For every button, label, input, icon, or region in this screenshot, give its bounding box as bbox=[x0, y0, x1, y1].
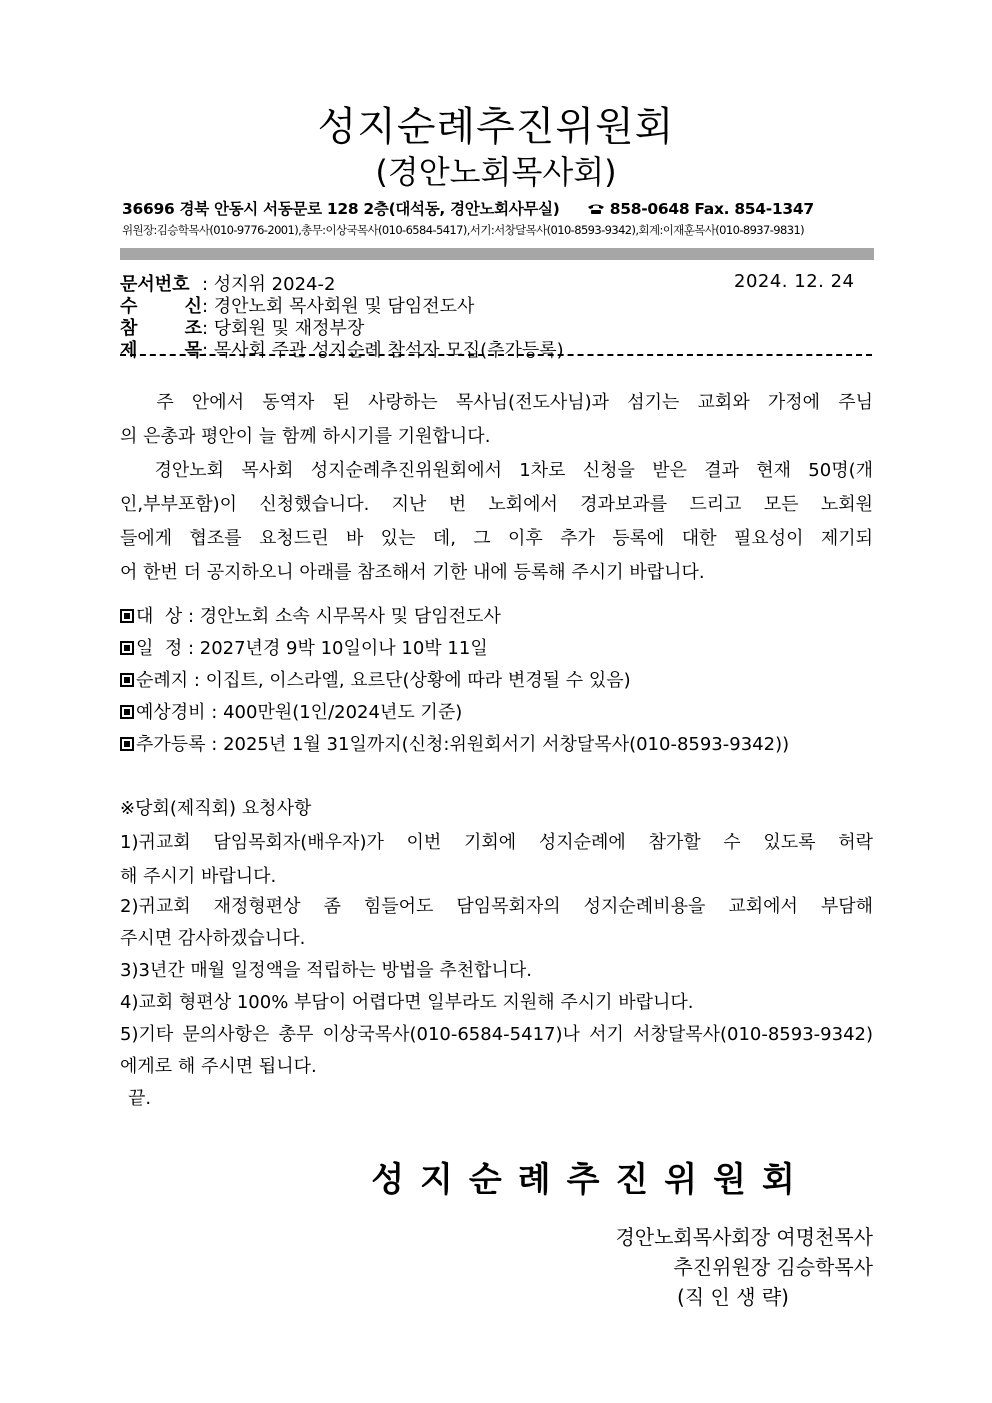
detail-label: 대 상 bbox=[136, 606, 183, 627]
seal-omitted-note: (직 인 생 략) bbox=[677, 1285, 789, 1309]
document-subtitle: (경안노회목사회) bbox=[375, 153, 617, 191]
request-line: 5)기타 문의사항은 총무 이상국목사(010-6584-5417)나 서기 서창달목사(010-8593-9342) bbox=[120, 1024, 873, 1045]
detail-value: : 2027년경 9박 10일이나 10박 11일 bbox=[182, 638, 488, 659]
end-mark: 끝. bbox=[128, 1088, 152, 1109]
detail-cost bbox=[120, 698, 462, 724]
detail-label: 추가등록 bbox=[136, 734, 206, 755]
detail-label: 일 정 bbox=[136, 638, 183, 659]
square-bullet-icon bbox=[120, 673, 134, 687]
paragraph-line: 경안노회 목사회 성지순례추진위원회에서 1차로 신청을 받은 결과 현재 50명(개 bbox=[120, 460, 873, 481]
committee-contacts: 위원장:김승학목사(010-9776-2001),총무:이상국목사(010-6584-5417),서기:서창달목사(010-8593-9342),회계:이재훈목사(010-8937-9831) bbox=[122, 223, 805, 237]
subject-row bbox=[120, 336, 564, 362]
document-date: 2024. 12. 24 bbox=[734, 271, 855, 292]
request-line: 1)귀교회 담임목회자(배우자)가 이번 기회에 성지순례에 참가할 수 있도록 허락 bbox=[120, 832, 873, 853]
requests-heading: ※당회(제직회) 요청사항 bbox=[120, 798, 312, 819]
dashed-divider bbox=[120, 354, 872, 356]
greeting-paragraph bbox=[120, 386, 873, 454]
detail-value: : 경안노회 소속 시무목사 및 담임전도사 bbox=[182, 606, 501, 627]
paragraph-line: 들에게 협조를 요청드린 바 있는 데, 그 이후 추가 등록에 대한 필요성이 제기되 bbox=[120, 528, 873, 549]
detail-value: : 2025년 1월 31일까지(신청:위원회서기 서창달목사(010-8593-9342)) bbox=[205, 734, 790, 755]
subject: : 목사회 주관 성지순례 참석자 모집(추가등록) bbox=[202, 340, 564, 361]
reference-label: 참 조 bbox=[120, 318, 202, 339]
document-title: 성지순례추진위원회 bbox=[317, 104, 675, 150]
signature-organization: 성지순례추진위원회 bbox=[371, 1160, 811, 1200]
request-line: 4)교회 형편상 100% 부담이 어렵다면 일부라도 지원해 주시기 바랍니다. bbox=[120, 992, 694, 1013]
request-line: 주시면 감사하겠습니다. bbox=[120, 928, 306, 949]
detail-label: 예상경비 bbox=[136, 702, 206, 723]
square-bullet-icon bbox=[120, 641, 134, 655]
detail-schedule bbox=[120, 634, 488, 660]
detail-registration bbox=[120, 730, 789, 756]
detail-destinations bbox=[120, 666, 631, 692]
request-line: 3)3년간 매월 일정액을 적립하는 방법을 추천합니다. bbox=[120, 960, 533, 981]
signature-line-1: 경안노회목사회장 여명천목사 bbox=[615, 1225, 873, 1249]
doc-number-label: 문서번호 bbox=[120, 274, 190, 295]
announcement-paragraph bbox=[120, 454, 873, 590]
request-line: 해 주시기 바랍니다. bbox=[120, 866, 277, 887]
paragraph-line: 주 안에서 동역자 된 사랑하는 목사님(전도사님)과 섬기는 교회와 가정에 주님 bbox=[120, 392, 873, 413]
detail-value: : 이집트, 이스라엘, 요르단(상황에 따라 변경될 수 있음) bbox=[188, 670, 631, 691]
recipient-label: 수 신 bbox=[120, 296, 202, 317]
telephone-icon bbox=[587, 203, 605, 215]
phone-fax bbox=[587, 200, 814, 218]
reference: : 당회원 및 재정부장 bbox=[202, 318, 365, 339]
paragraph-line: 인,부부포함)이 신청했습니다. 지난 번 노회에서 경과보과를 드리고 모든 노회원 bbox=[120, 494, 873, 515]
header-divider bbox=[120, 248, 874, 260]
signature-line-2: 추진위원장 김승학목사 bbox=[673, 1255, 873, 1279]
paragraph-line: 의 은총과 평안이 늘 함께 하시기를 기원합니다. bbox=[120, 426, 491, 447]
phone-number: 858-0648 Fax. 854-1347 bbox=[609, 200, 814, 218]
address-line bbox=[122, 197, 814, 219]
square-bullet-icon bbox=[120, 609, 134, 623]
request-line: 2)귀교회 재정형편상 좀 힘들어도 담임목회자의 성지순례비용을 교회에서 부담해 bbox=[120, 896, 873, 917]
square-bullet-icon bbox=[120, 737, 134, 751]
doc-number: : 성지위 2024-2 bbox=[202, 274, 336, 295]
detail-target bbox=[120, 602, 501, 628]
address: 36696 경북 안동시 서동문로 128 2층(대석동, 경안노회사무실) bbox=[122, 200, 560, 218]
detail-value: : 400만원(1인/2024년도 기준) bbox=[205, 702, 463, 723]
subject-label: 제 목 bbox=[120, 340, 202, 361]
detail-label: 순례지 bbox=[136, 670, 189, 691]
recipient: : 경안노회 목사회원 및 담임전도사 bbox=[202, 296, 475, 317]
square-bullet-icon bbox=[120, 705, 134, 719]
paragraph-line: 어 한번 더 공지하오니 아래를 참조해서 기한 내에 등록해 주시기 바랍니다. bbox=[120, 562, 705, 583]
request-line: 에게로 해 주시면 됩니다. bbox=[120, 1056, 317, 1077]
